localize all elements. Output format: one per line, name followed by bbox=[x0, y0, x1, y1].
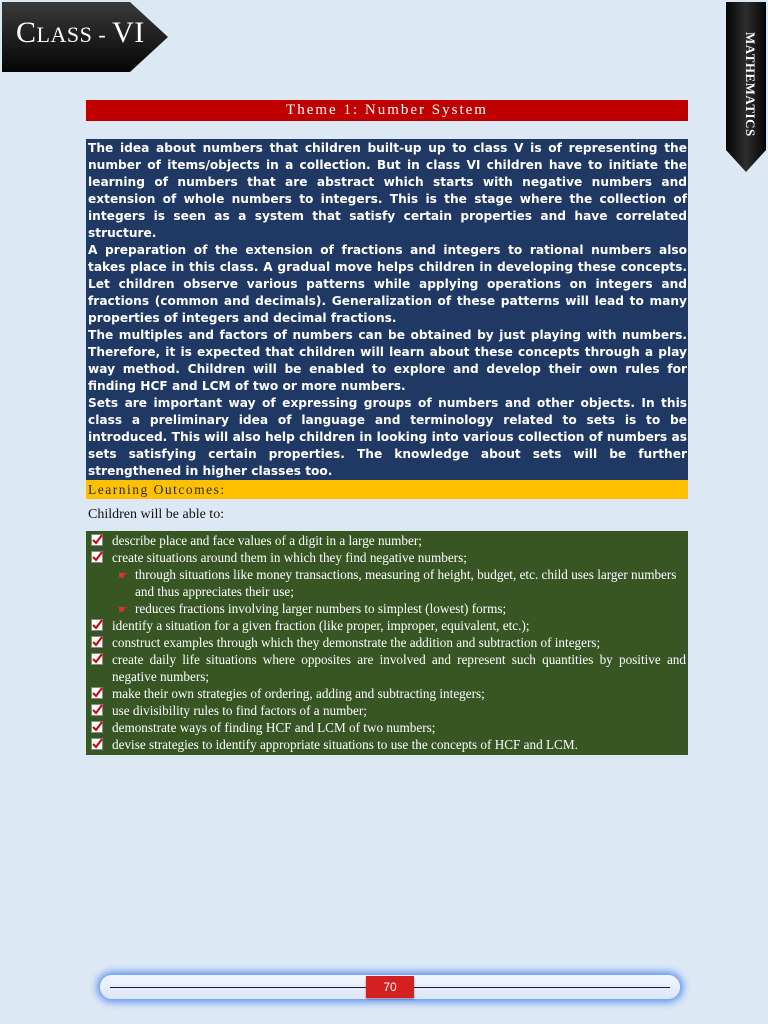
learning-outcomes-lead: Children will be able to: bbox=[88, 507, 225, 522]
intro-paragraph: Sets are important way of expressing groups of numbers and other objects. In this class a preliminary idea of language and terminology related to sets is to be introduced. This will also help children in looking into various collection of numbers as sets satisfying certain properties. The knowledge about sets will be further strengthened in higher classes too. bbox=[88, 396, 687, 478]
checkbox-icon bbox=[91, 721, 103, 733]
intro-box bbox=[86, 139, 688, 481]
page-number: 70 bbox=[366, 976, 414, 998]
class-label: CLASS - VI bbox=[16, 16, 145, 49]
checkbox-icon bbox=[91, 619, 103, 631]
checkbox-icon bbox=[91, 636, 103, 648]
class-tab bbox=[2, 2, 170, 72]
list-item: describe place and face values of a digit in a large number; bbox=[88, 532, 686, 549]
list-item: use divisibility rules to find factors of a number; bbox=[88, 702, 686, 719]
intro-paragraph: The multiples and factors of numbers can be obtained by just playing with numbers. Therefore, it is expected that children will learn about these concepts through a play way method. Children will be enabled to explore and develop their own rules for finding HCF and LCM of two or more numbers. bbox=[88, 328, 687, 393]
list-sub-item: ☛ through situations like money transactions, measuring of height, budget, etc. child uses larger numbers and thus appreciates their use; bbox=[118, 567, 677, 599]
learning-outcomes-list bbox=[86, 531, 688, 755]
list-sub-item: ☛ reduces fractions involving larger numbers to simplest (lowest) forms; bbox=[88, 600, 686, 617]
checkbox-icon bbox=[91, 551, 103, 563]
subject-tab bbox=[726, 2, 766, 172]
list-item: create situations around them in which they find negative numbers; bbox=[88, 549, 686, 566]
list-item: devise strategies to identify appropriate situations to use the concepts of HCF and LCM. bbox=[88, 736, 686, 753]
checkbox-icon bbox=[91, 738, 103, 750]
checkbox-icon bbox=[91, 534, 103, 546]
pointing-hand-icon: ☛ bbox=[118, 604, 128, 616]
pointing-hand-icon: ☛ bbox=[118, 570, 128, 582]
intro-paragraph: A preparation of the extension of fractions and integers to rational numbers also takes place in this class. A gradual move helps children in developing these concepts. Let children observe various patterns while applying operations on integers and fractions (common and decimals). Generalization of these patterns will lead to many properties of integers and decimal fractions. bbox=[88, 243, 687, 325]
learning-outcomes-title: Learning Outcomes: bbox=[86, 480, 688, 499]
intro-paragraph: The idea about numbers that children built-up up to class V is of representing the number of items/objects in a collection. But in class VI children have to initiate the learning of numbers that are abstract which starts with negative numbers and extension of whole numbers to integers. This is the stage where the collection of integers is seen as a system that satisfy certain properties and have correlated structure. bbox=[88, 141, 687, 240]
theme-title: Theme 1: Number System bbox=[86, 100, 688, 121]
list-item: create daily life situations where opposites are involved and represent such quantities by positive and negative numbers; bbox=[88, 651, 686, 685]
list-item: identify a situation for a given fraction (like proper, improper, equivalent, etc.); bbox=[88, 617, 686, 634]
checkbox-icon bbox=[91, 704, 103, 716]
subject-label: MATHEMATICS bbox=[743, 32, 758, 137]
checkbox-icon bbox=[91, 687, 103, 699]
list-item: demonstrate ways of finding HCF and LCM of two numbers; bbox=[88, 719, 686, 736]
list-item: make their own strategies of ordering, adding and subtracting integers; bbox=[88, 685, 686, 702]
list-item: construct examples through which they demonstrate the addition and subtraction of integers; bbox=[88, 634, 686, 651]
checkbox-icon bbox=[91, 653, 103, 665]
